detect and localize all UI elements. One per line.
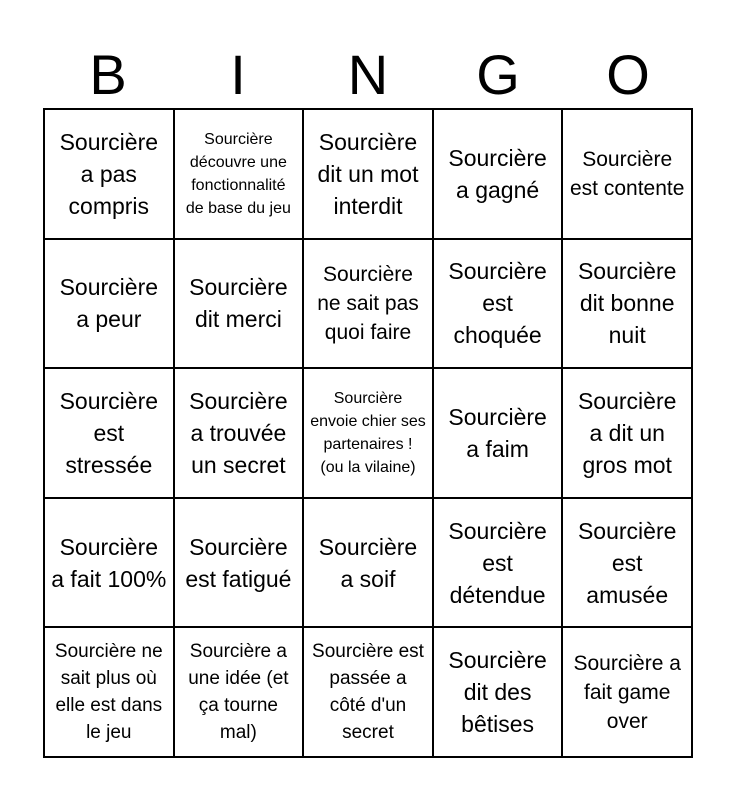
bingo-cell[interactable]: Sourcière dit merci — [174, 239, 304, 369]
bingo-cell[interactable]: Sourcière a fait game over — [562, 627, 692, 757]
bingo-cell[interactable]: Sourcière ne sait pas quoi faire — [303, 239, 433, 369]
bingo-cell[interactable]: Sourcière est fatigué — [174, 498, 304, 628]
bingo-cell[interactable]: Sourcière est choquée — [433, 239, 563, 369]
bingo-cell[interactable]: Sourcière dit bonne nuit — [562, 239, 692, 369]
bingo-cell[interactable]: Sourcière a soif — [303, 498, 433, 628]
title-letter: O — [606, 43, 650, 106]
bingo-cell[interactable]: Sourcière dit des bêtises — [433, 627, 563, 757]
bingo-cell[interactable]: Sourcière a fait 100% — [44, 498, 174, 628]
bingo-grid — [43, 108, 693, 758]
bingo-cell[interactable]: Sourcière est amusée — [562, 498, 692, 628]
bingo-cell[interactable]: Sourcière a pas compris — [44, 109, 174, 239]
bingo-cell[interactable]: Sourcière est stressée — [44, 368, 174, 498]
bingo-cell[interactable]: Sourcière est passée a côté d'un secret — [303, 627, 433, 757]
bingo-cell[interactable]: Sourcière a trouvée un secret — [174, 368, 304, 498]
bingo-cell[interactable]: Sourcière est contente — [562, 109, 692, 239]
title-letter: G — [476, 43, 520, 106]
title-letter: I — [230, 43, 246, 106]
bingo-cell[interactable]: Sourcière ne sait plus où elle est dans le jeu — [44, 627, 174, 757]
title-letter: N — [347, 43, 389, 106]
bingo-cell[interactable]: Sourcière a peur — [44, 239, 174, 369]
bingo-cell[interactable]: Sourcière a gagné — [433, 109, 563, 239]
bingo-cell[interactable]: Sourcière a faim — [433, 368, 563, 498]
bingo-cell[interactable]: Sourcière dit un mot interdit — [303, 109, 433, 239]
bingo-title — [43, 40, 693, 110]
bingo-cell[interactable]: Sourcière envoie chier ses partenaires ! (ou la vilaine) — [303, 368, 433, 498]
title-letter: B — [89, 43, 127, 106]
bingo-cell[interactable]: Sourcière découvre une fonctionnalité de base du jeu — [174, 109, 304, 239]
bingo-cell[interactable]: Sourcière a dit un gros mot — [562, 368, 692, 498]
bingo-cell[interactable]: Sourcière est détendue — [433, 498, 563, 628]
bingo-cell[interactable]: Sourcière a une idée (et ça tourne mal) — [174, 627, 304, 757]
